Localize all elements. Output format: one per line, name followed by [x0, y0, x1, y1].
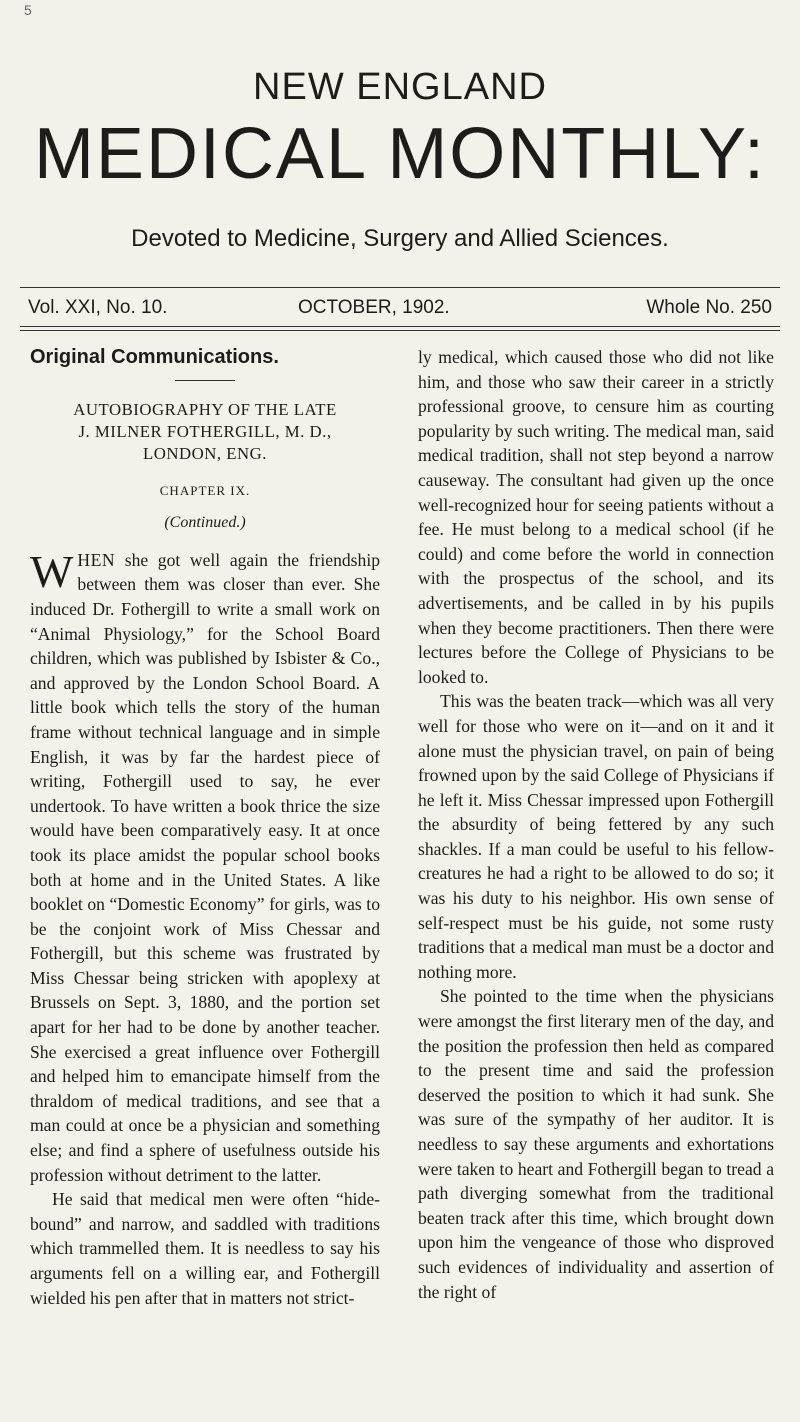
paragraph-4: This was the beaten track—which was all very well for those who were on it—and on it and it alone must the physician travel, on pain of being frowned upon by the said College of Physicians if he left it. Miss Chessar impressed upon Fothergill the absurdity of being fettered by any such shackles. If a man could be useful to his fellow-creatures he had a right to be allowed to do so; it was his duty to his neighbor. His own sense of self-respect must be his guide, not some rusty traditions that a medical man must be a doctor and nothing more.: [418, 691, 774, 982]
issue-rule-1: [20, 326, 780, 327]
issue-rule-2: [20, 330, 780, 331]
paragraph-5: She pointed to the time when the physicians were amongst the first literary men of the day, and the position the profession then held as compared to the present time and said the profession deserved the position to which it had sunk. She was sure of the sympathy of her auditor. It is needless to say these arguments and exhortations were taken to heart and Fothergill began to tread a path diverging somewhat from the traditional beaten track after this time, which brought down upon him the vengeance of those who disproved such evidences of individuality and assertion of the right of: [418, 986, 774, 1302]
section-divider: [175, 380, 235, 381]
top-rule: [20, 287, 780, 288]
article-title-line1: AUTOBIOGRAPHY OF THE LATE: [73, 399, 337, 419]
paragraph-1: [30, 545, 380, 1187]
corner-mark: 5: [24, 2, 32, 18]
article-title-line3: LONDON, ENG.: [143, 443, 267, 463]
continued-note: (Continued.): [164, 514, 246, 532]
paragraph-2: He said that medical men were often “hide-bound” and narrow, and saddled with traditions which trammelled them. It is needless to say his arguments fell on a willing ear, and Fothergill wielded his pen after that in matters not strict-: [30, 1189, 380, 1308]
paragraph-3: ly medical, which caused those who did not like him, and those who saw their career in a strictly professional groove, to censure him as courting popularity by such writing. The medical man, said medical tradition, shall not step beyond a narrow causeway. The consultant had given up the once well-recognized hour for seeing patients without a fee. He must belong to a medical school (if he could) and come before the world in connection with the prospectus of the school, and its advertisements, and be called in by his pupils when they become practitioners. Then there were lectures before the College of Physicians to be looked to.: [418, 347, 774, 687]
volume-number: Vol. XXI, No. 10.: [28, 297, 168, 318]
article-title: [30, 399, 380, 465]
section-title: Original Communications.: [30, 346, 279, 368]
issue-date: OCTOBER, 1902.: [298, 297, 450, 318]
whole-number: Whole No. 250: [646, 297, 772, 318]
masthead-line1: NEW ENGLAND: [253, 66, 547, 108]
masthead-subtitle: Devoted to Medicine, Surgery and Allied Sciences.: [131, 225, 669, 252]
paragraph-1-text: she got well again the friendship between them was closer than ever. She induced Dr. Fothergill to write a small work on “Animal Physiology,” for the School Board children, which was published by Isbister & Co., and approved by the London School Board. A little book which tells the story of the human frame without technical language and in simple English, it was by far the hardest piece of writing, Fothergill used to say, he ever undertook. To have written a book thrice the size would have been comparatively easy. It at once took its place amidst the popular school books both at home and in the United States. A like booklet on “Domestic Economy” for girls, was to be the conjoint work of Miss Chessar and Fothergill, but this scheme was frustrated by Miss Chessar being stricken with apoplexy at Brussels on Sept. 3, 1880, and the portion set apart for her had to be done by another teacher. She exercised a great influence over Fothergill and helped him to emancipate himself from the thraldom of medical traditions, and see that a man could at once be a physician and something else; and find a sphere of usefulness outside his profession without detriment to the latter.: [30, 549, 380, 1185]
chapter-heading: CHAPTER IX.: [159, 482, 251, 498]
left-column: [30, 345, 380, 1310]
masthead-title: MEDICAL MONTHLY:: [33, 114, 767, 194]
drop-cap: W: [30, 545, 74, 597]
paragraph-1-lead: HEN: [77, 549, 116, 570]
article-title-line2: J. MILNER FOTHERGILL, M. D.,: [78, 421, 332, 441]
issue-line: [28, 297, 772, 327]
right-column: [418, 345, 774, 1304]
